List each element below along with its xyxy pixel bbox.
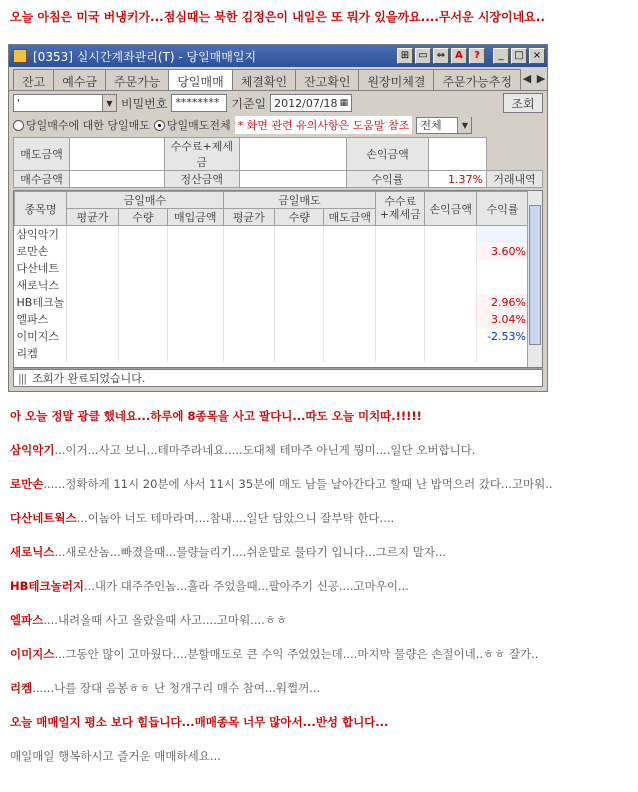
link-icon[interactable]: ⊞ [397, 48, 413, 64]
stock-name: 이미지스 [15, 328, 67, 345]
entry-text: ...이거...사고 보니...테마주라네요.....도대체 테마주 아닌게 뭥미....일단 오버합니다. [54, 443, 476, 457]
entry-stock: 리켐 [10, 681, 33, 695]
settle-value [239, 171, 347, 188]
sell-amount-label: 매도금액 [14, 138, 70, 171]
password-label: 비밀번호 [121, 96, 168, 111]
entry-stock: 이미지스 [10, 647, 55, 661]
post-reflection: 오늘 매매일지 평소 보다 힘듭니다...매매종목 너무 많아서...반성 합니다... [10, 715, 389, 729]
tab-bar [9, 69, 547, 91]
radio-all-sells[interactable] [154, 117, 231, 133]
entry-stock: 새로닉스 [10, 545, 55, 559]
stock-name: 삼익악기 [15, 226, 67, 243]
pnl-label: 손익금액 [347, 138, 428, 171]
options-row [9, 115, 547, 135]
tab-execution[interactable]: 체결확인 [232, 69, 296, 90]
chevron-down-icon[interactable]: ▼ [457, 117, 471, 133]
window-titlebar[interactable] [9, 45, 547, 67]
table-row[interactable] [15, 294, 529, 311]
post-entry [10, 612, 630, 628]
post-closing: 매일매일 행복하시고 즐거운 매매하세요... [10, 749, 221, 763]
post-entry [10, 544, 630, 560]
entry-stock: 엘파스 [10, 613, 44, 627]
tab-orderable-estimate[interactable]: 주문가능추정 [433, 69, 521, 90]
entry-stock: 삼익악기 [10, 443, 55, 457]
radio-off-icon [13, 120, 24, 131]
return-cell [477, 260, 529, 277]
settle-label: 정산금액 [164, 171, 239, 188]
buy-amount-value [70, 171, 165, 188]
font-icon[interactable]: A [451, 48, 467, 64]
entry-stock: HB테크놀러지 [10, 579, 84, 593]
app-icon [13, 49, 27, 63]
stock-name: 다산네트 [15, 260, 67, 277]
filter-select[interactable] [416, 117, 472, 134]
vertical-scroll-thumb[interactable] [529, 205, 541, 345]
post-entry [10, 442, 630, 458]
minimize-icon[interactable]: _ [493, 48, 509, 64]
date-label: 기준일 [231, 96, 267, 111]
filter-value: 전체 [420, 119, 442, 132]
trading-journal-window [8, 44, 548, 392]
radio-same-day-buy-sell[interactable] [13, 117, 150, 133]
grip-icon: ||| [18, 371, 27, 385]
post-entry [10, 680, 630, 696]
col-fee-tax: 수수료 +제세금 [376, 192, 425, 226]
status-text: 조회가 완료되었습니다. [32, 372, 146, 385]
entry-text: ......정확하게 11시 20분에 사서 11시 35분에 매도 남들 날아간다고 할때 난 밥먹으러 갔다...고마워.. [43, 477, 553, 491]
stock-name: 엘파스 [15, 311, 67, 328]
table-row[interactable] [15, 311, 529, 328]
date-field[interactable] [270, 94, 352, 112]
tab-orderable[interactable]: 주문가능 [105, 69, 169, 90]
col-return: 수익률 [477, 192, 529, 226]
col-sell-avg: 평균가 [223, 209, 274, 226]
entry-stock: 로만손 [10, 477, 44, 491]
tab-left-arrow-icon[interactable]: ◀ [522, 72, 532, 85]
account-select[interactable] [13, 94, 117, 112]
col-today-buy: 금일매수 [67, 192, 223, 209]
help-icon[interactable]: ? [469, 48, 485, 64]
tab-balance-check[interactable]: 잔고확인 [295, 69, 359, 90]
post-entry [10, 646, 630, 662]
post-line-1: 아 오늘 정말 광클 했네요...하루에 8종목을 사고 팔다니...따도 오늘 미치따.!!!!! [10, 409, 422, 423]
return-cell [477, 226, 529, 243]
buy-amount-label: 매수금액 [14, 171, 70, 188]
account-value: ' [17, 96, 21, 110]
calendar-icon[interactable]: ▦ [339, 98, 349, 108]
return-cell: 3.60% [477, 243, 529, 260]
stock-name: 로만손 [15, 243, 67, 260]
sell-amount-value [70, 138, 165, 171]
col-sell-qty: 수량 [275, 209, 324, 226]
entry-text: ......나를 장대 음봉ㅎㅎ 난 청개구리 매수 참여...워쩔꺼... [32, 681, 321, 695]
notice-text: * 화면 관련 유의사항은 도움말 참조 [235, 116, 413, 134]
query-row [9, 91, 547, 115]
date-value: 2012/07/18 [274, 96, 338, 110]
tab-balance[interactable]: 잔고 [13, 69, 54, 90]
col-buy-avg: 평균가 [67, 209, 118, 226]
table-row[interactable] [15, 226, 529, 243]
entry-text: ...이놈아 너도 테마라며....참내....일단 담았으니 잘부탁 한다.... [76, 511, 395, 525]
layout-icon[interactable]: ▭ [415, 48, 431, 64]
headline: 오늘 아침은 미국 버냉키가...점심때는 북한 김정은이 내일은 또 뭐가 있을까요....무서운 시장이네요.. [10, 10, 545, 24]
post-entry [10, 476, 630, 492]
trade-table [14, 191, 529, 362]
status-bar [13, 369, 543, 387]
entry-text: ...그동안 많이 고마웠다....분할매도로 큰 수익 주었었는데....마지막 물량은 손절이네..ㅎㅎ 잘가.. [54, 647, 539, 661]
post-entry [10, 578, 630, 594]
tab-unexecuted[interactable]: 원장미체결 [358, 69, 434, 90]
return-cell: 2.96% [477, 294, 529, 311]
entry-text: ...내가 대주주인놈...흘라 주었을때...팔아주기 신공....고마우이... [83, 579, 409, 593]
return-cell [477, 277, 529, 294]
entry-text: ....내려올때 사고 올랐을때 사고....고마워....ㅎㅎ [43, 613, 288, 627]
col-stock: 종목명 [15, 192, 67, 226]
table-row[interactable] [15, 277, 529, 294]
pin-icon[interactable]: ⇔ [433, 48, 449, 64]
return-cell: -2.53% [477, 328, 529, 345]
fee-tax-label: 수수료+제세금 [164, 138, 239, 171]
post-entry [10, 510, 630, 526]
close-icon[interactable]: × [529, 48, 545, 64]
query-button[interactable]: 조회 [503, 93, 543, 113]
tab-right-arrow-icon[interactable]: ▶ [536, 72, 546, 85]
col-buy-amount: 매입금액 [167, 209, 223, 226]
stock-name: HB테크놀 [15, 294, 67, 311]
radio-label-2: 당일매도전체 [166, 119, 231, 132]
tab-daily-trade[interactable]: 당일매매 [168, 69, 232, 90]
entry-text: ...새로산놈...빠졌을때...물량늘리기....쉬운말로 물타기 입니다...그르지 말자... [54, 545, 446, 559]
table-row[interactable] [15, 345, 529, 362]
pnl-value [428, 138, 486, 171]
radio-on-icon [154, 120, 165, 131]
col-sell-amount: 매도금액 [324, 209, 376, 226]
table-row[interactable] [15, 243, 529, 260]
table-row[interactable] [15, 328, 529, 345]
return-value: 1.37% [428, 171, 486, 188]
return-cell [477, 345, 529, 362]
return-label: 수익률 [347, 171, 428, 188]
password-field[interactable]: ******** [171, 94, 227, 112]
entry-stock: 다산네트웍스 [10, 511, 77, 525]
chevron-down-icon[interactable]: ▼ [102, 95, 116, 111]
tab-deposit[interactable]: 예수금 [53, 69, 106, 90]
col-today-sell: 금일매도 [223, 192, 376, 209]
vertical-scrollbar[interactable] [527, 191, 542, 367]
table-row[interactable] [15, 260, 529, 277]
col-buy-qty: 수량 [118, 209, 167, 226]
window-title: [0353] 실시간계좌관리(T) - 당일매매일지 [33, 49, 257, 64]
fee-tax-value [239, 138, 347, 171]
stock-name: 새로닉스 [15, 277, 67, 294]
history-button[interactable]: 거래내역 [486, 171, 542, 188]
return-cell: 3.04% [477, 311, 529, 328]
radio-label-1: 당일매수에 대한 당일매도 [26, 119, 150, 132]
stock-name: 리켐 [15, 345, 67, 362]
maximize-icon[interactable]: □ [511, 48, 527, 64]
col-pnl: 손익금액 [425, 192, 477, 226]
trade-grid [13, 190, 543, 368]
summary-table [13, 137, 543, 188]
